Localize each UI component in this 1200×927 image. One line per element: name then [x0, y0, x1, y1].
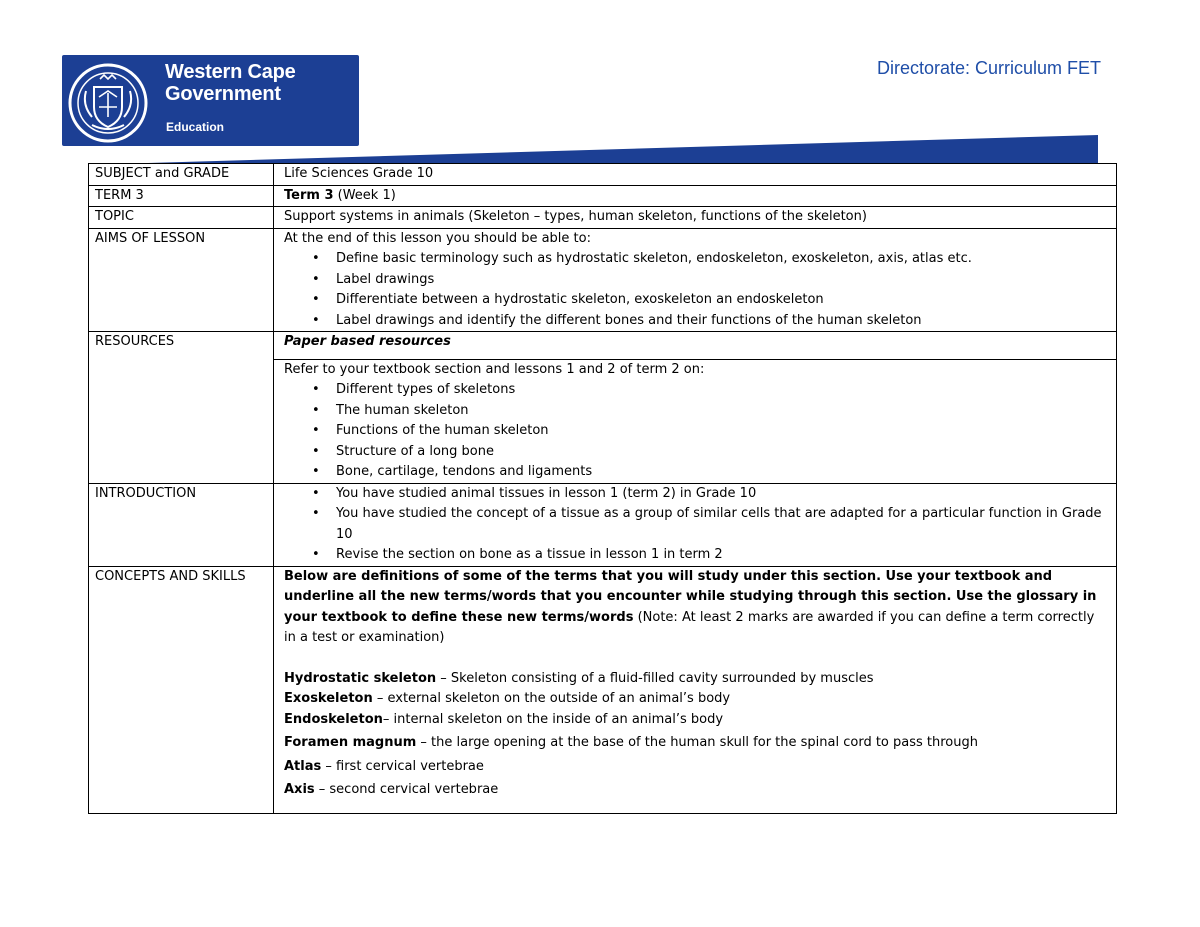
concepts-intro-bold: Below are definitions of some of the terms that you will study under this section. Use your textbook and underline all the new terms/words that you encounter while studying through this section. Use the glossary in your textbook to define these new terms/words	[284, 568, 1097, 625]
aims-value	[274, 228, 1117, 332]
definition-endoskeleton	[284, 710, 1110, 731]
concepts-label: CONCEPTS AND SKILLS	[89, 566, 274, 813]
introduction-value	[274, 483, 1117, 566]
definition-foramen-magnum	[284, 733, 1110, 754]
logo-title-line1: Western Cape	[165, 61, 296, 83]
list-item: • You have studied animal tissues in lesson 1 (term 2) in Grade 10	[336, 484, 1110, 505]
aims-label: AIMS OF LESSON	[89, 228, 274, 332]
resources-heading: Paper based resources	[284, 334, 451, 349]
list-item: • Label drawings	[336, 270, 1110, 291]
definition-term: Axis	[284, 782, 315, 797]
list-item: • The human skeleton	[336, 401, 1110, 422]
list-item: • You have studied the concept of a tissue as a group of similar cells that are adapted for a particular function in Grade 10	[336, 504, 1110, 545]
list-item: • Functions of the human skeleton	[336, 421, 1110, 442]
topic-value: Support systems in animals (Skeleton – types, human skeleton, functions of the skeleton)	[274, 207, 1117, 229]
list-item: • Different types of skeletons	[336, 380, 1110, 401]
resources-label: RESOURCES	[89, 332, 274, 484]
definition-term: Foramen magnum	[284, 735, 417, 750]
term-label: TERM 3	[89, 185, 274, 207]
resources-heading-cell	[274, 332, 1117, 360]
list-item: • Structure of a long bone	[336, 442, 1110, 463]
term-value-rest: (Week 1)	[333, 187, 396, 203]
concepts-intro-rest: (Note: At least 2 marks are awarded if you can define a term correctly in a test or examination)	[284, 609, 1095, 645]
table-row-introduction	[89, 483, 1117, 566]
definition-exoskeleton	[284, 689, 1110, 710]
wcg-logo	[62, 55, 359, 146]
list-item: • Revise the section on bone as a tissue in lesson 1 in term 2	[336, 545, 1110, 566]
table-row-subject	[89, 164, 1117, 186]
resources-intro: Refer to your textbook section and lessons 1 and 2 of term 2 on:	[284, 361, 705, 377]
table-row-term	[89, 185, 1117, 207]
directorate-title: Directorate: Curriculum FET	[877, 58, 1102, 78]
table-row-topic	[89, 207, 1117, 229]
resources-value	[274, 359, 1117, 483]
table-row-concepts	[89, 566, 1117, 813]
definition-text: – external skeleton on the outside of an animal’s body	[372, 691, 731, 706]
concepts-value	[274, 566, 1117, 813]
list-item: • Differentiate between a hydrostatic skeleton, exoskeleton an endoskeleton	[336, 290, 1110, 311]
definition-text: – first cervical vertebrae	[321, 758, 484, 774]
introduction-list	[284, 484, 1110, 566]
introduction-label: INTRODUCTION	[89, 483, 274, 566]
definition-axis	[284, 780, 1110, 801]
definition-term: Endoskeleton	[284, 711, 383, 727]
list-item: • Define basic terminology such as hydrostatic skeleton, endoskeleton, exoskeleton, axis, atlas etc.	[336, 249, 1110, 270]
definition-term: Atlas	[284, 758, 322, 774]
subject-value: Life Sciences Grade 10	[274, 164, 1117, 186]
list-item: • Bone, cartilage, tendons and ligaments	[336, 462, 1110, 483]
definition-atlas	[284, 757, 1110, 778]
definition-text: – Skeleton consisting of a fluid-filled cavity surrounded by muscles	[436, 670, 874, 686]
definition-text: – the large opening at the base of the human skull for the spinal cord to pass through	[416, 735, 978, 750]
table-row-aims	[89, 228, 1117, 332]
table-row-resources	[89, 332, 1117, 360]
header-band	[88, 135, 1098, 163]
term-value	[274, 185, 1117, 207]
logo-title-line2: Government	[165, 83, 281, 105]
aims-list	[284, 249, 1110, 331]
resources-list	[284, 380, 1110, 483]
definition-text: – second cervical vertebrae	[314, 782, 499, 797]
concepts-intro	[284, 567, 1110, 649]
definition-term: Hydrostatic skeleton	[284, 670, 437, 686]
logo-department: Education	[166, 120, 225, 134]
aims-intro: At the end of this lesson you should be able to:	[284, 230, 591, 246]
definition-hydrostatic	[284, 669, 1110, 690]
list-item: • Label drawings and identify the different bones and their functions of the human skeleton	[336, 311, 1110, 332]
coat-of-arms-icon	[66, 61, 150, 145]
topic-label: TOPIC	[89, 207, 274, 229]
lesson-plan-table	[88, 163, 1117, 814]
term-value-bold: Term 3	[284, 187, 334, 203]
definition-term: Exoskeleton	[284, 691, 373, 706]
subject-label: SUBJECT and GRADE	[89, 164, 274, 186]
definition-text: – internal skeleton on the inside of an animal’s body	[382, 711, 724, 727]
